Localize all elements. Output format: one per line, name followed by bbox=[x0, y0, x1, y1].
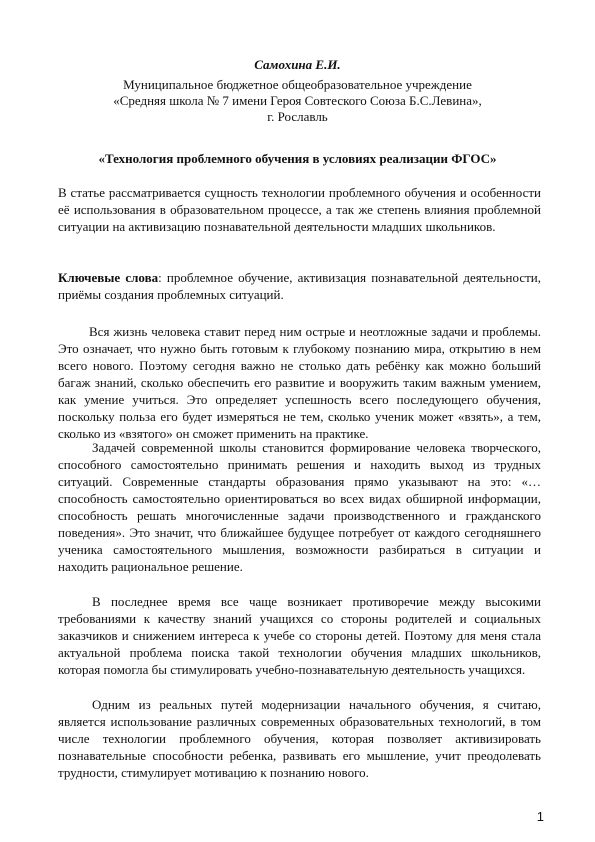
keywords-text: : проблемное обучение, активизация познавательной деятельности, приёмы создания проблемных ситуаций. bbox=[58, 270, 541, 302]
abstract-paragraph: В статье рассматривается сущность технологии проблемного обучения и особенности её использования в образовательном процессе, а так же степень влияния проблемной ситуации на активизацию познавательной деятельности младших школьников. bbox=[58, 185, 541, 234]
author-name: Самохина Е.И. bbox=[254, 57, 341, 72]
city-line: г. Рославль bbox=[267, 109, 328, 124]
body-paragraph-3: В последнее время все чаще возникает противоречие между высокими требованиями к качеству знаний учащихся со стороны родителей и социальных заказчиков и снижением интереса к учебе со стороны детей. Поэтому для меня стала актуальной проблема поиска такой технологии обучения младших школьников, которая помогла бы стимулировать учебно-познавательную деятельность учащихся. bbox=[58, 594, 541, 677]
body-paragraph-1: Вся жизнь человека ставит перед ним острые и неотложные задачи и проблемы. Это означает, что нужно быть готовым к глубокому познанию мира, открытию в нем всего нового. Поэтому сегодня важно не столько дать ребёнку как можно больший багаж знаний, сколько обеспечить его развитие и вооружить таким важным умением, как умение учиться. Это определяет успешность всего последующего обучения, поскольку польза его будет измеряться не тем, сколько ученик может «взять», а тем, сколько из «взятого» он сможет применить на практике. bbox=[58, 324, 541, 441]
page-number: 1 bbox=[536, 809, 544, 824]
keywords-paragraph bbox=[58, 269, 541, 303]
institution-line-2: «Средняя школа № 7 имени Героя Совтеского Союза Б.С.Левина», bbox=[113, 93, 482, 108]
article-title: «Технология проблемного обучения в условиях реализации ФГОС» bbox=[98, 151, 497, 166]
body-paragraph-2: Задачей современной школы становится формирование человека творческого, способного самостоятельно принимать решения и находить выход из трудных ситуаций. Современные стандарты образования прямо указывают на это: «…способность самостоятельно ориентироваться во всех видах обширной информации, способность решать многочисленные задачи производственного и гражданского поведения». Это значит, что ближайшее будущее потребует от каждого сегодняшнего ученика самостоятельного мышления, возможности разбираться в ситуации и находить рациональное решение. bbox=[58, 440, 541, 574]
body-paragraph-4: Одним из реальных путей модернизации начального обучения, я считаю, является использование различных современных образовательных технологий, в том числе технологии проблемного обучения, которая позволяет активизировать познавательные способности ребенка, развивать его мышление, учит преодолевать трудности, стимулирует мотивацию к познанию нового. bbox=[58, 697, 541, 780]
institution-line-1: Муниципальное бюджетное общеобразовательное учреждение bbox=[123, 77, 472, 92]
keywords-label: Ключевые слова bbox=[58, 270, 159, 285]
